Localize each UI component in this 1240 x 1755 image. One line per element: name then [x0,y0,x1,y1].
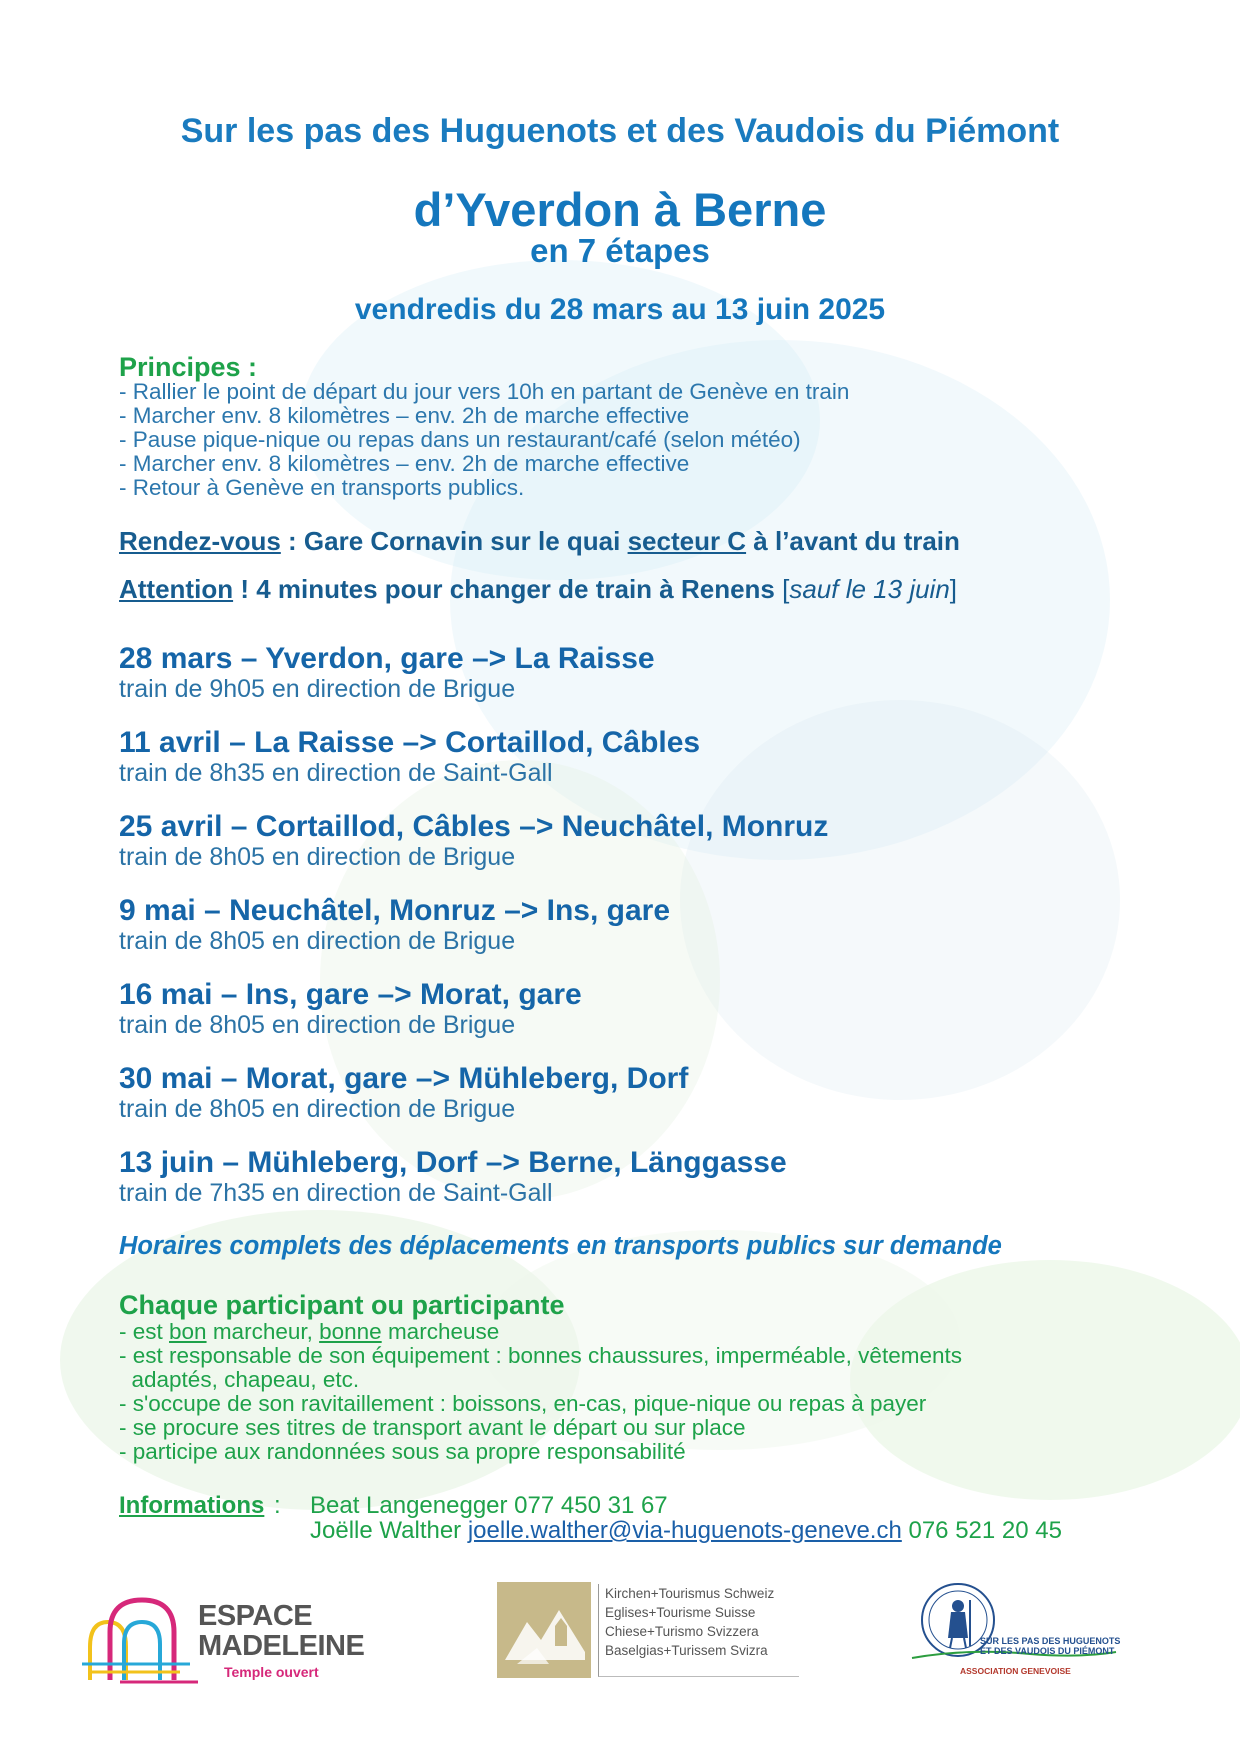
espace-line1: ESPACE [198,1600,313,1632]
stage-title: 9 mai – Neuchâtel, Monruz –> Ins, gare [119,894,671,927]
stage-item [119,1062,688,1123]
list-item: - Marcher env. 8 kilomètres – env. 2h de marche effective [119,451,690,476]
huguenots-line1: SUR LES PAS DES HUGUENOTS [980,1636,1121,1646]
list-item: - participe aux randonnées sous sa propre responsabilité [119,1439,686,1464]
rendezvous-sector: secteur C [627,526,747,556]
stage-item [119,726,700,787]
stage-train: train de 8h05 en direction de Brigue [119,1095,516,1123]
participants-list [119,1320,962,1464]
route-title: d’Yverdon à Berne [413,183,827,236]
stage-title: 16 mai – Ins, gare –> Morat, gare [119,978,582,1011]
contact-beat: Beat Langenegger 077 450 31 67 [310,1492,668,1519]
list-item: adaptés, chapeau, etc. [119,1367,360,1392]
principles-list [119,380,849,500]
stage-title: 13 juin – Mühleberg, Dorf –> Berne, Länggasse [119,1146,787,1179]
route-subtitle: en 7 étapes [530,232,710,269]
text: bon [169,1319,207,1344]
text: marcheur, [206,1319,320,1344]
stage-train: train de 8h35 en direction de Saint-Gall [119,759,553,787]
stage-item [119,810,828,871]
attention-note: sauf le 13 juin [789,574,950,604]
list-item: - Marcher env. 8 kilomètres – env. 2h de marche effective [119,403,690,428]
kirchen-line: Baselgias+Turissem Svizra [605,1643,768,1658]
list-item: - Retour à Genève en transports publics. [119,475,525,500]
attention-label: Attention [119,574,234,604]
participants-heading: Chaque participant ou participante [119,1290,565,1320]
stage-item [119,978,582,1039]
stage-item [119,642,655,703]
huguenots-line3: ASSOCIATION GENEVOISE [960,1666,1071,1676]
stage-title: 30 mai – Morat, gare –> Mühleberg, Dorf [119,1062,689,1095]
kirchen-line: Chiese+Turismo Svizzera [605,1624,759,1639]
stage-train: train de 8h05 en direction de Brigue [119,927,516,955]
stage-train: train de 7h35 en direction de Saint-Gall [119,1179,553,1207]
list-item: - est responsable de son équipement : bonnes chaussures, imperméable, vêtements [119,1343,962,1368]
kirchen-line: Eglises+Tourisme Suisse [605,1605,756,1620]
attention-bracket: [ [782,574,790,604]
espace-line2: MADELEINE [198,1630,365,1662]
schedule-on-demand-note: Horaires complets des déplacements en transports publics sur demande [119,1232,1002,1260]
email-link[interactable]: joelle.walther@via-huguenots-geneve.ch [467,1517,902,1544]
list-item [119,1320,962,1344]
list-item: - se procure ses titres de transport avant le départ ou sur place [119,1415,746,1440]
huguenots-line2: ET DES VAUDOIS DU PIÉMONT [980,1646,1115,1656]
contact-name: Joëlle Walther [310,1517,468,1544]
mountain-church-icon [497,1582,591,1678]
date-range: vendredis du 28 mars au 13 juin 2025 [354,293,886,326]
kirchen-line: Kirchen+Tourismus Schweiz [605,1586,775,1601]
informations-label: Informations [119,1492,265,1519]
contact-joelle [310,1517,1062,1545]
stage-train: train de 9h05 en direction de Brigue [119,675,516,703]
attention-bracket: ] [949,574,958,604]
attention-text: ! 4 minutes pour changer de train à Renens [233,574,783,604]
text: marcheuse [381,1319,500,1344]
espace-madeleine-logo [80,1592,380,1687]
rendezvous-line [119,526,960,557]
stage-title: 11 avril – La Raisse –> Cortaillod, Câbles [119,726,701,759]
attention-line [119,574,957,605]
list-item: - Pause pique-nique ou repas dans un restaurant/café (selon météo) [119,427,801,452]
list-item: - s'occupe de son ravitaillement : boissons, en-cas, pique-nique ou repas à payer [119,1391,927,1416]
rendezvous-text-end: à l’avant du train [746,526,960,556]
espace-tagline: Temple ouvert [224,1664,319,1680]
list-item: - Rallier le point de départ du jour vers 10h en partant de Genève en train [119,379,850,404]
page-title: Sur les pas des Huguenots et des Vaudois du Piémont [180,112,1060,150]
informations-colon: : [274,1492,281,1519]
stage-title: 28 mars – Yverdon, gare –> La Raisse [119,642,655,675]
stage-item [119,894,670,955]
contact-phone: 076 521 20 45 [901,1517,1062,1544]
principles-heading: Principes : [119,352,258,382]
rendezvous-label: Rendez-vous [119,526,281,556]
text: bonne [319,1319,382,1344]
text: - est [119,1319,170,1344]
stage-train: train de 8h05 en direction de Brigue [119,1011,516,1039]
kirchen-tourismus-logo [497,1582,797,1678]
kirchen-text-box [598,1584,799,1677]
stage-train: train de 8h05 en direction de Brigue [119,843,516,871]
stage-title: 25 avril – Cortaillod, Câbles –> Neuchâtel, Monruz [119,810,829,843]
stage-item [119,1146,787,1207]
rendezvous-text: : Gare Cornavin sur le quai [280,526,628,556]
huguenots-association-logo [910,1580,1120,1680]
arches-icon [80,1592,200,1687]
